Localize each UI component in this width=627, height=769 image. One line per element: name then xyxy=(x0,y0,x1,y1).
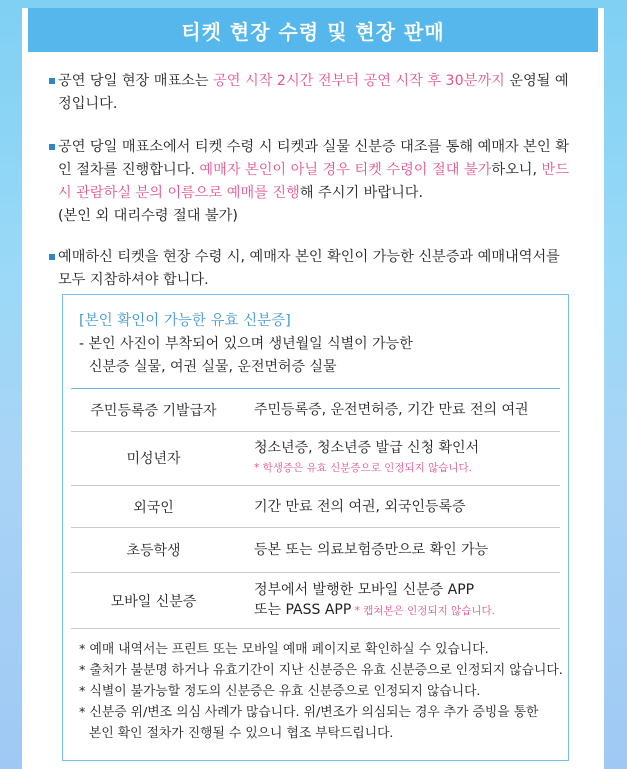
footnote: * 출처가 불분명 하거나 유효기간이 지난 신분증은 유효 신분증으로 인정되지 않습니다. xyxy=(79,663,563,678)
footnotes xyxy=(79,639,563,744)
footnote: * 신분증 위/변조 의심 사례가 많습니다. 위/변조가 의심되는 경우 추가 증빙을 통한 xyxy=(79,705,539,720)
row-label: 초등학생 xyxy=(126,543,181,559)
square-bullet-icon xyxy=(49,254,55,260)
square-bullet-icon xyxy=(49,144,55,150)
row-label: 주민등록증 기발급자 xyxy=(90,403,217,419)
valid-id-box xyxy=(62,294,569,761)
footnote: * 예매 내역서는 프린트 또는 모바일 예매 페이지로 확인하실 수 있습니다. xyxy=(79,642,489,657)
page-title: 티켓 현장 수령 및 현장 판매 xyxy=(28,8,598,52)
table-row xyxy=(71,573,560,629)
valid-id-title: [본인 확인이 가능한 유효 신분증] xyxy=(79,313,291,329)
row-value: 기간 만료 전의 여권, 외국인등록증 xyxy=(254,498,466,515)
row-label: 미성년자 xyxy=(126,451,181,467)
table-row xyxy=(71,431,560,486)
square-bullet-icon xyxy=(49,78,55,84)
notice-item: 예매하신 티켓을 현장 수령 시, 예매자 본인 확인이 가능한 신분증과 예매내역서를 모두 지참하셔야 합니다. xyxy=(58,246,578,292)
footnote: 본인 확인 절차가 진행될 수 있으니 협조 부탁드립니다. xyxy=(89,726,394,741)
row-value: 등본 또는 의료보험증만으로 확인 가능 xyxy=(254,542,489,558)
row-value: 주민등록증, 운전면허증, 기간 만료 전의 여권 xyxy=(254,402,529,418)
table-row xyxy=(71,486,560,528)
footnote: * 식별이 불가능할 정도의 신분증은 유효 신분증으로 인정되지 않습니다. xyxy=(79,684,481,699)
row-value: 정부에서 발행한 모바일 신분증 APP 또는 PASS APP * 캡쳐본은 인정되지 않습니다. xyxy=(254,582,495,618)
table-row xyxy=(71,528,560,573)
row-label: 모바일 신분증 xyxy=(110,593,197,610)
notice-item: 공연 당일 현장 매표소는 공연 시작 2시간 전부터 공연 시작 후 30분까지 운영될 예정입니다. xyxy=(58,70,578,116)
row-value: 청소년증, 청소년증 발급 신청 확인서 * 학생증은 유효 신분증으로 인정되지 않습니다. xyxy=(254,440,480,474)
notice-card xyxy=(22,8,604,769)
valid-id-description: - 본인 사진이 부착되어 있으며 생년월일 식별이 가능한 신분증 실물, 여권 실물, 운전면허증 실물 xyxy=(79,336,413,375)
table-row xyxy=(71,388,560,432)
notice-item: 공연 당일 매표소에서 티켓 수령 시 티켓과 실물 신분증 대조를 통해 예매자 본인 확인 절차를 진행합니다. 예매자 본인이 아닐 경우 티켓 수령이 절대 불가하오니, 반드시 관람하실 분의 이름으로 예매를 진행해 주시기 바랍니다. (본인 외 대리수령 절대 불가) xyxy=(58,136,578,228)
row-label: 외국인 xyxy=(133,499,174,516)
